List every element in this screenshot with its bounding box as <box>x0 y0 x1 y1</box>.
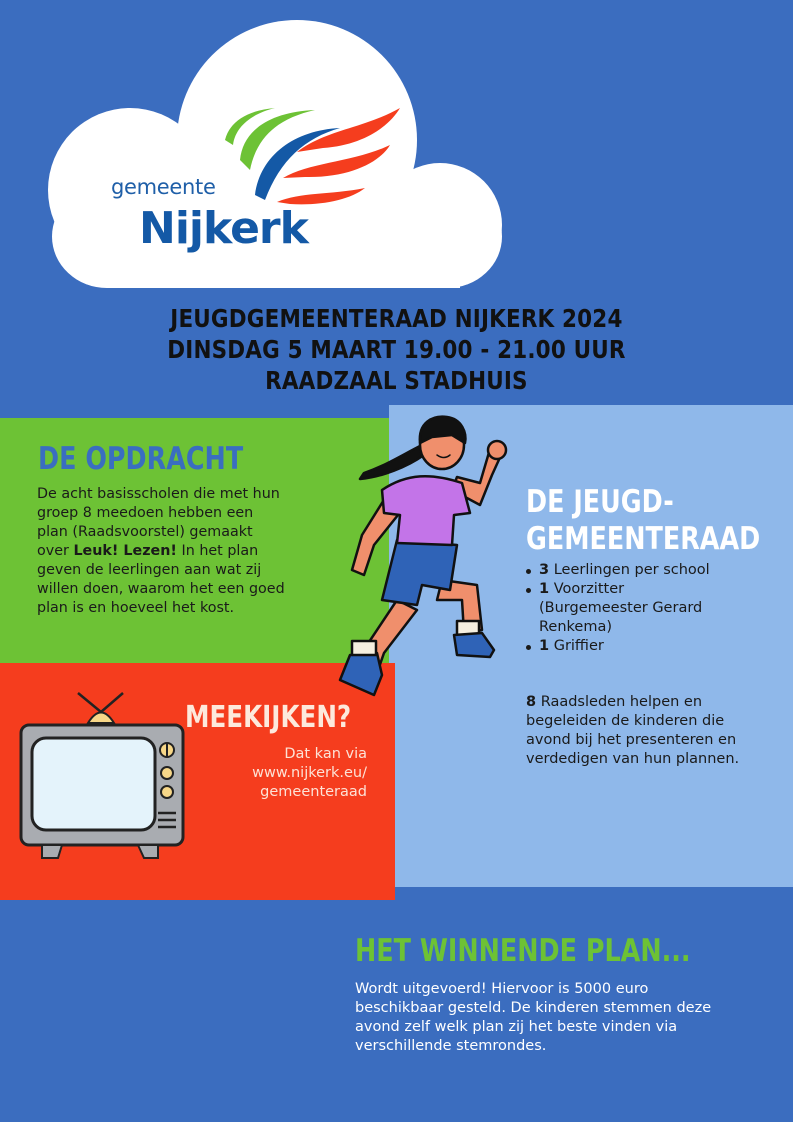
opdracht-heading: DE OPDRACHT <box>38 441 244 477</box>
event-location: RAADZAAL STADHUIS <box>265 366 528 395</box>
list-item <box>524 561 724 580</box>
item-label: Leerlingen per school <box>549 562 710 578</box>
raadsleden-description: Raadsleden helpen en begeleiden de kinderen die avond bij het presenteren en verdedigen van hun plannen. <box>526 694 740 767</box>
jeugd-heading-line2: GEMEENTERAAD <box>526 521 761 557</box>
meekijken-heading: MEEKIJKEN? <box>185 700 352 735</box>
raadsleden-count: 8 <box>526 694 537 710</box>
opdracht-text-part: De acht basisscholen die met hun groep 8 meedoen hebben een plan (Raadsvoorstel) gemaakt over <box>37 486 280 559</box>
event-date-time: DINSDAG 5 MAART 19.00 - 21.00 UUR <box>167 335 626 364</box>
winnende-plan-text: Wordt uitgevoerd! Hiervoor is 5000 euro beschikbaar gesteld. De kinderen stemmen deze avond zelf welk plan zij het beste vinden via verschillende stemrondes. <box>355 981 712 1054</box>
tv-icon <box>18 690 188 860</box>
list-item <box>524 580 724 637</box>
raadsleden-text <box>526 693 756 769</box>
opdracht-text <box>37 485 287 618</box>
logo-nijkerk-text: Nijkerk <box>139 203 308 254</box>
jeugd-composition-list <box>524 561 724 656</box>
opdracht-theme: Leuk! Lezen! <box>73 543 177 559</box>
meekijken-url[interactable]: www.nijkerk.eu/ <box>252 765 367 781</box>
event-title <box>55 303 737 396</box>
logo-gemeente-text: gemeente <box>111 175 216 199</box>
event-title-line1: JEUGDGEMEENTERAAD NIJKERK 2024 <box>170 304 623 333</box>
item-label: Voorzitter (Burgemeester Gerard Renkema) <box>539 581 703 635</box>
meekijken-line: Dat kan via <box>284 746 367 762</box>
winnende-plan-heading: HET WINNENDE PLAN... <box>355 933 691 969</box>
meekijken-url-path[interactable]: gemeenteraad <box>260 784 367 800</box>
running-girl-illustration <box>322 405 522 705</box>
jeugd-heading-line1: DE JEUGD- <box>526 484 674 520</box>
jeugd-heading <box>526 484 760 558</box>
item-label: Griffier <box>549 638 604 654</box>
item-count: 1 <box>539 638 550 654</box>
meekijken-text <box>220 745 367 802</box>
opdracht-text-part: In het plan geven de leerlingen aan wat zij willen doen, waarom het een goed plan is en hoeveel het kost. <box>37 543 285 616</box>
item-count: 1 <box>539 581 550 597</box>
item-count: 3 <box>539 562 550 578</box>
wing-logo-icon <box>205 100 405 210</box>
list-item <box>524 637 724 656</box>
